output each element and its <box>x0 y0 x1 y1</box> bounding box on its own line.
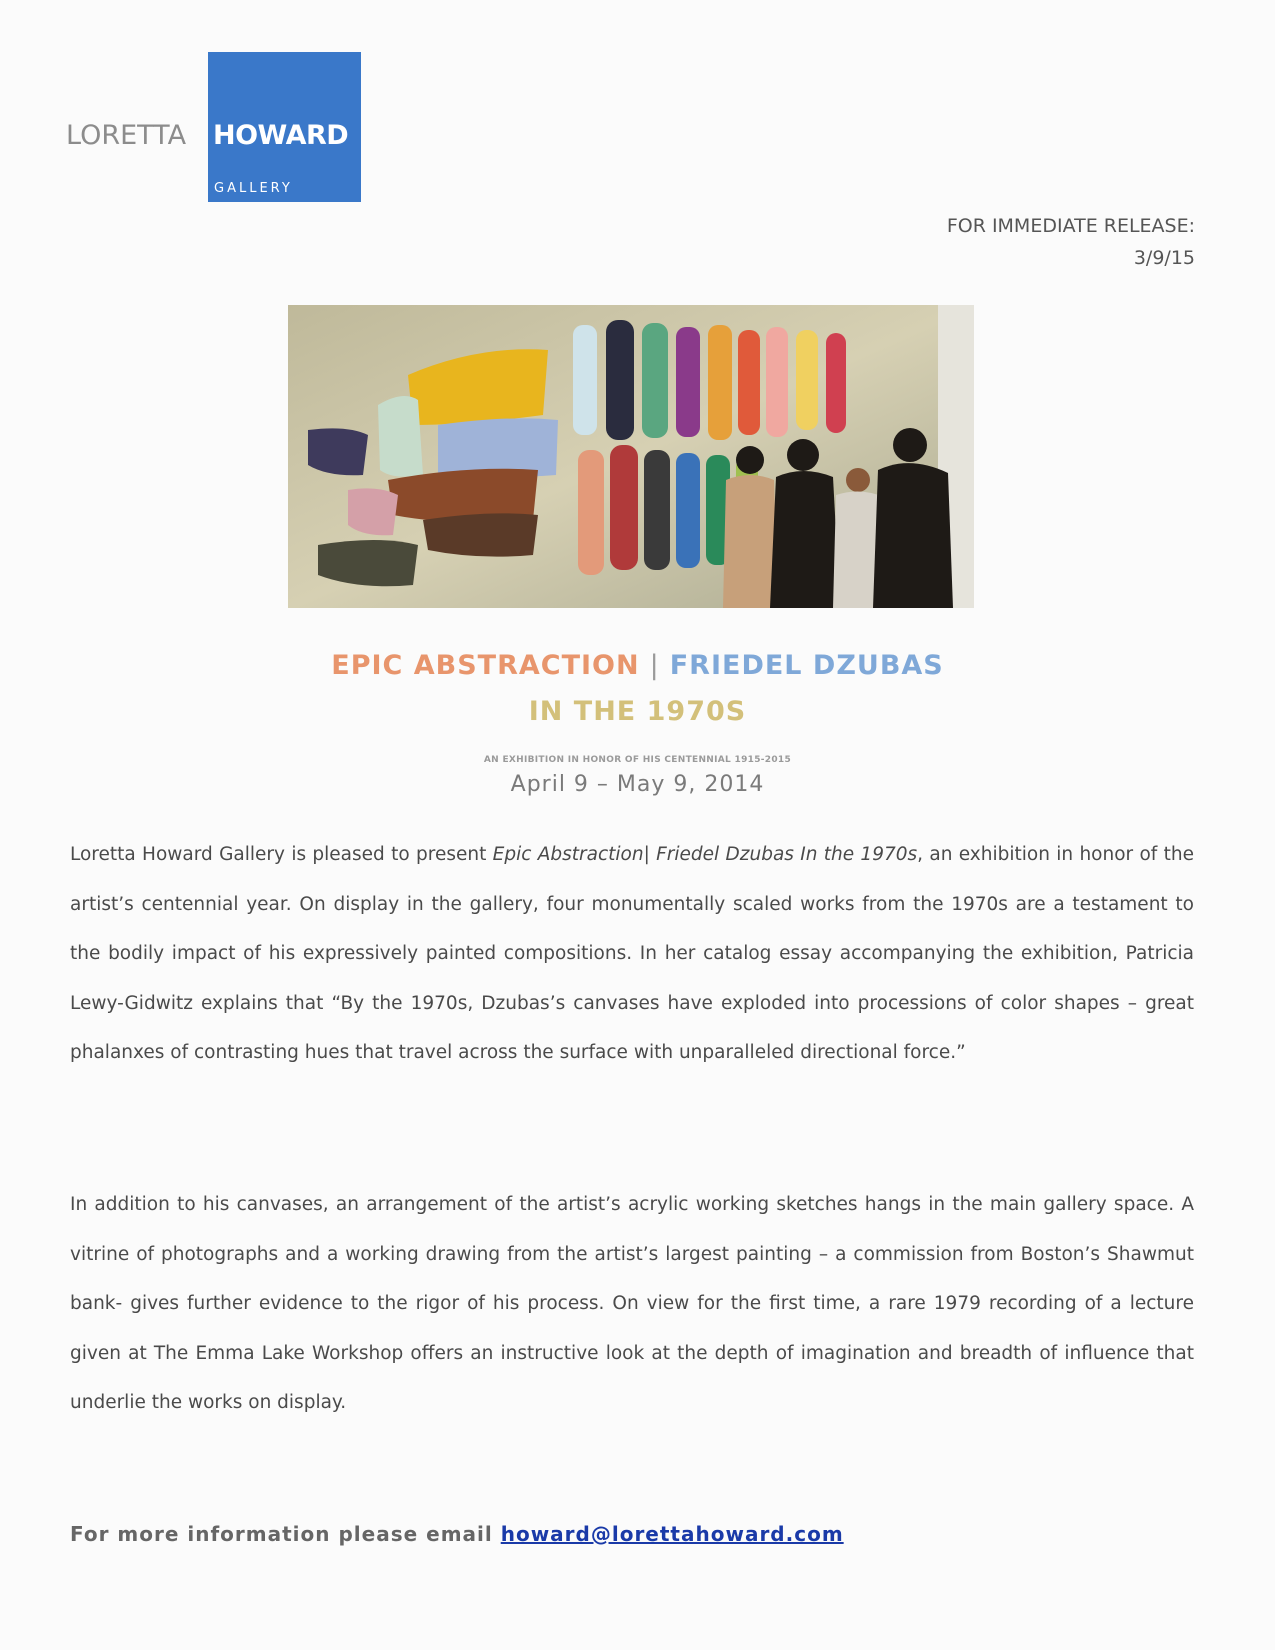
title-decade: IN THE 1970S <box>528 696 747 727</box>
email-link[interactable]: howard@lorettahoward.com <box>500 1522 844 1546</box>
painting-icon <box>288 305 974 608</box>
contact-label: For more information please email <box>70 1522 501 1546</box>
logo-wordmark-howard: HOWARD <box>213 120 349 151</box>
body-paragraph-1 <box>70 830 1194 1078</box>
release-date: 3/9/15 <box>1133 247 1195 269</box>
painting-photo <box>288 305 974 608</box>
release-label: FOR IMMEDIATE RELEASE: <box>946 215 1195 237</box>
p1-text-a: Loretta Howard Gallery is pleased to present <box>70 844 493 865</box>
p1-text-c: , an exhibition in honor of the artist’s centennial year. On display in the gallery, four monumentally scaled works from the 1970s are a testament to the bodily impact of his expressively painted compositions. In her catalog essay accompanying the exhibition, Patricia Lewy-Gidwitz explains that “By the 1970s, Dzubas’s canvases have exploded into processions of color shapes – great phalanxes of contrasting hues that travel across the surface with unparalleled directional force.” <box>70 844 1194 1063</box>
exhibition-dates: April 9 – May 9, 2014 <box>510 772 765 797</box>
title-artist-name: FRIEDEL DZUBAS <box>669 650 944 681</box>
logo-wordmark-loretta: LORETTA <box>66 120 187 151</box>
p1-italic-subtitle: Friedel Dzubas In the 1970s <box>656 844 918 865</box>
exhibition-subtitle: AN EXHIBITION IN HONOR OF HIS CENTENNIAL 1915-2015 <box>483 755 792 765</box>
contact-line <box>70 1522 844 1546</box>
release-header <box>947 210 1195 274</box>
p1-italic-title: Epic Abstraction <box>492 844 644 865</box>
title-epic-abstraction: EPIC ABSTRACTION <box>331 650 640 681</box>
title-separator: | <box>649 650 660 681</box>
exhibition-title <box>0 650 1275 681</box>
body-paragraph-2: In addition to his canvases, an arrangement of the artist’s acrylic working sketches hangs in the main gallery space. A vitrine of photographs and a working drawing from the artist’s largest painting – a commission from Boston’s Shawmut bank- gives further evidence to the rigor of his process. On view for the first time, a rare 1979 recording of a lecture given at The Emma Lake Workshop offers an instructive look at the depth of imagination and breadth of influence that underlie the works on display. <box>70 1194 1194 1413</box>
logo-wordmark-gallery: GALLERY <box>214 181 293 196</box>
p1-text-b: | <box>643 844 657 865</box>
